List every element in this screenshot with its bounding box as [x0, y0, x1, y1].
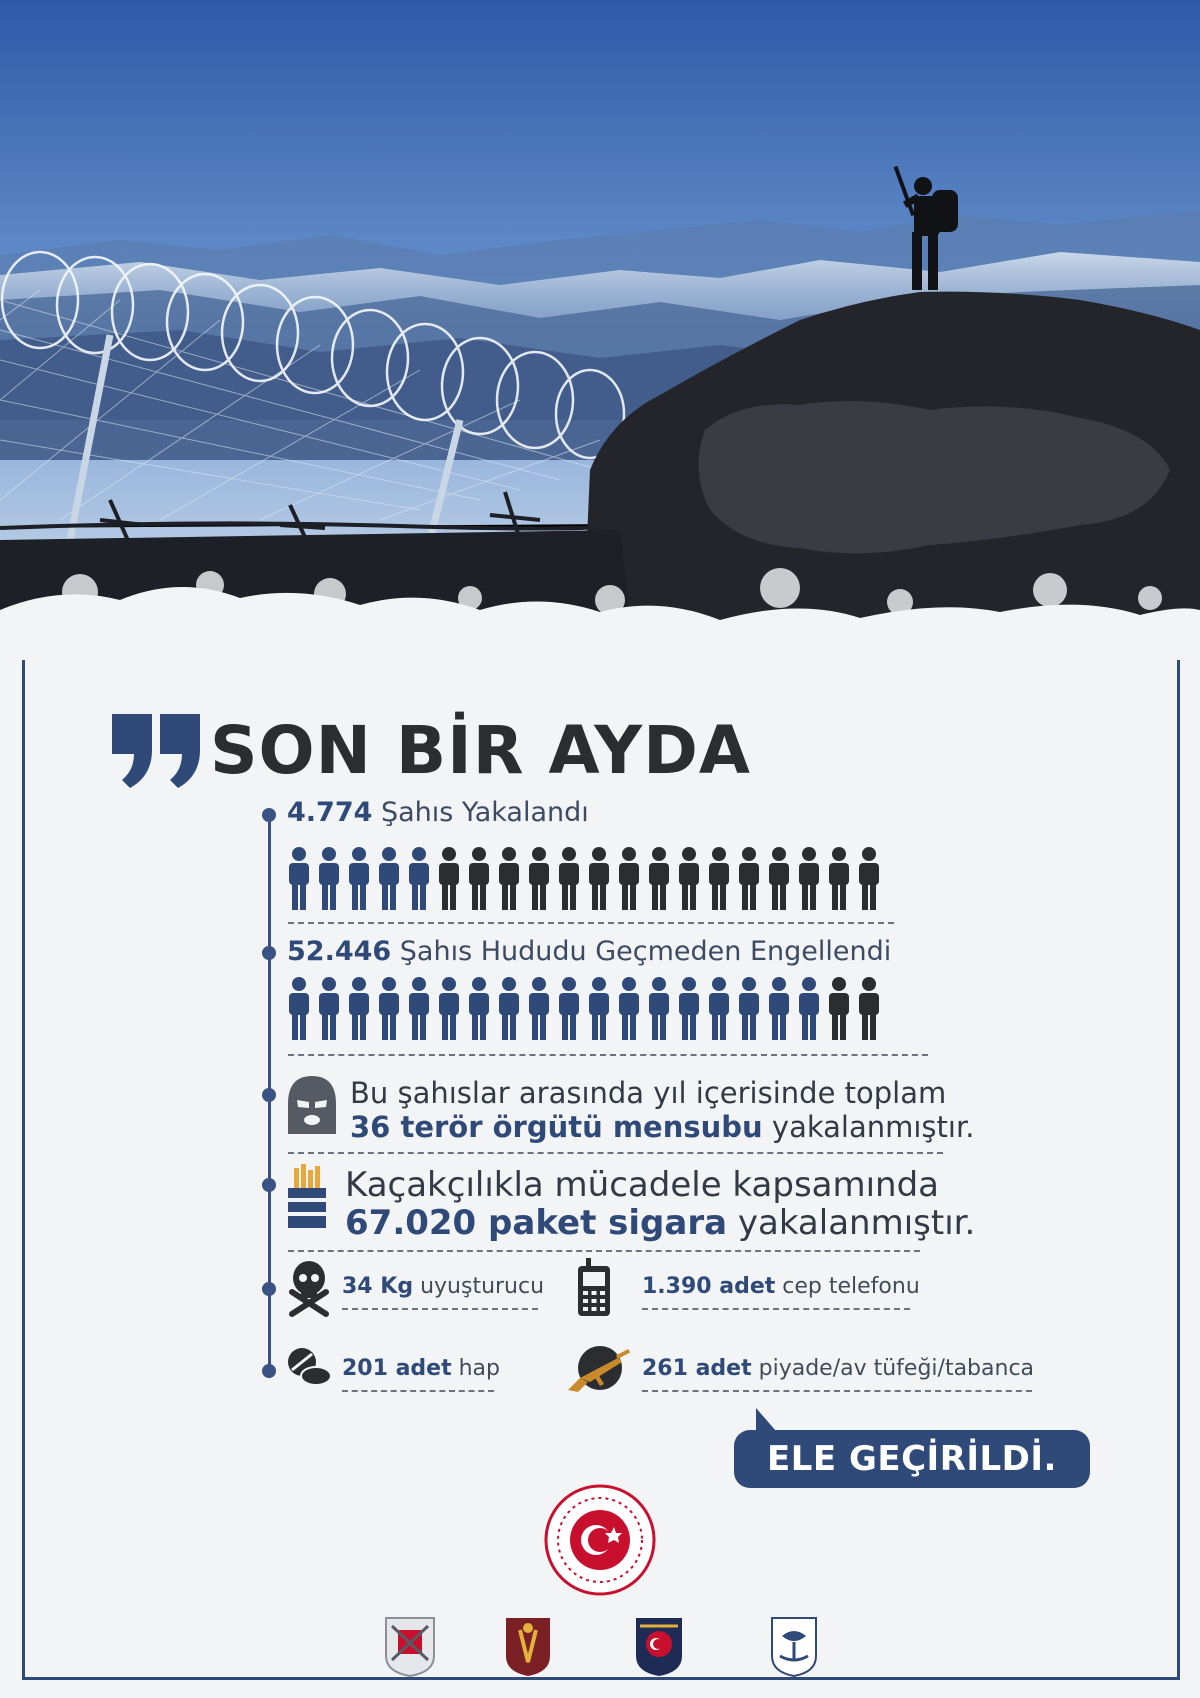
rifle-icon	[566, 1346, 630, 1394]
timeline-dot	[262, 1282, 276, 1296]
skull-crossbones-icon	[286, 1258, 332, 1318]
item-pills-text: hap	[451, 1356, 501, 1381]
divider	[288, 1054, 928, 1056]
coast-guard-emblem-icon	[770, 1616, 818, 1678]
person-icon	[829, 847, 849, 910]
balaclava-icon	[286, 1074, 338, 1136]
general-staff-emblem-icon	[384, 1616, 436, 1678]
stat-apprehended	[287, 797, 589, 828]
smuggling-statement	[345, 1166, 975, 1242]
person-icon	[589, 847, 609, 910]
timeline-dot	[262, 808, 276, 822]
person-icon	[469, 847, 489, 910]
people-row-apprehended	[286, 846, 936, 912]
divider	[288, 1152, 943, 1154]
person-icon	[559, 977, 579, 1040]
person-icon	[619, 977, 639, 1040]
timeline-dot	[262, 946, 276, 960]
people-row-blocked	[286, 976, 936, 1042]
person-icon	[469, 977, 489, 1040]
land-forces-emblem-icon	[504, 1616, 552, 1678]
item-weapons-text: piyade/av tüfeği/tabanca	[751, 1356, 1035, 1381]
person-icon	[829, 977, 849, 1040]
item-weapons	[642, 1356, 1034, 1381]
stat-apprehended-number: 4.774	[287, 797, 373, 828]
divider	[342, 1308, 538, 1310]
person-icon	[349, 977, 369, 1040]
stat-blocked	[287, 936, 891, 967]
person-icon	[679, 977, 699, 1040]
person-icon	[619, 847, 639, 910]
stat-apprehended-label: Şahıs Yakalandı	[372, 797, 589, 828]
person-icon	[379, 977, 399, 1040]
smuggling-line1: Kaçakçılıkla mücadele kapsamında	[345, 1165, 940, 1205]
person-icon	[859, 977, 879, 1040]
person-icon	[649, 847, 669, 910]
person-icon	[589, 977, 609, 1040]
smuggling-highlight: 67.020 paket sigara	[345, 1203, 728, 1243]
person-icon	[799, 977, 819, 1040]
person-icon	[319, 977, 339, 1040]
smuggling-line2	[345, 1204, 975, 1242]
person-icon	[379, 847, 399, 910]
item-weapons-bold: 261 adet	[642, 1356, 752, 1381]
ministry-seal-icon	[544, 1484, 656, 1596]
pills-icon	[286, 1346, 332, 1386]
person-icon	[289, 977, 309, 1040]
terror-line2	[350, 1110, 974, 1144]
divider	[288, 1250, 920, 1252]
person-icon	[499, 977, 519, 1040]
gendarmerie-emblem-icon	[634, 1616, 684, 1678]
item-drugs	[342, 1274, 544, 1299]
person-icon	[679, 847, 699, 910]
timeline-dot	[262, 1178, 276, 1192]
terror-statement	[350, 1076, 974, 1144]
item-phones	[642, 1274, 920, 1299]
divider	[342, 1390, 494, 1392]
cigarette-pack-icon	[286, 1164, 328, 1230]
person-icon	[499, 847, 519, 910]
terror-highlight: 36 terör örgütü mensubu	[350, 1110, 763, 1144]
person-icon	[799, 847, 819, 910]
person-icon	[409, 977, 429, 1040]
person-icon	[439, 847, 459, 910]
person-icon	[289, 847, 309, 910]
person-icon	[649, 977, 669, 1040]
item-drugs-bold: 34 Kg	[342, 1274, 414, 1299]
headline	[108, 700, 751, 800]
divider	[642, 1390, 1032, 1392]
item-phones-text: cep telefonu	[775, 1274, 920, 1299]
person-icon	[439, 977, 459, 1040]
item-pills	[342, 1356, 500, 1381]
person-icon	[559, 847, 579, 910]
person-icon	[709, 847, 729, 910]
timeline-dot	[262, 1364, 276, 1378]
person-icon	[529, 847, 549, 910]
divider	[642, 1308, 910, 1310]
item-phones-bold: 1.390 adet	[642, 1274, 776, 1299]
item-pills-bold: 201 adet	[342, 1356, 452, 1381]
person-icon	[409, 847, 429, 910]
person-icon	[739, 847, 759, 910]
seized-banner: ELE GEÇİRİLDİ.	[734, 1430, 1090, 1488]
item-drugs-text: uyuşturucu	[413, 1274, 545, 1299]
stat-blocked-label: Şahıs Hududu Geçmeden Engellendi	[391, 936, 892, 967]
quote-icon	[108, 710, 204, 790]
terror-rest: yakalanmıştır.	[762, 1110, 975, 1144]
person-icon	[319, 847, 339, 910]
person-icon	[709, 977, 729, 1040]
divider	[288, 922, 894, 924]
smuggling-rest: yakalanmıştır.	[727, 1203, 976, 1243]
hero-image	[0, 0, 1200, 700]
cell-phone-icon	[576, 1258, 612, 1318]
person-icon	[349, 847, 369, 910]
stat-blocked-number: 52.446	[287, 936, 392, 967]
person-icon	[859, 847, 879, 910]
person-icon	[739, 977, 759, 1040]
timeline-dot	[262, 1088, 276, 1102]
person-icon	[529, 977, 549, 1040]
headline-title: SON BİR AYDA	[210, 711, 751, 789]
terror-line1: Bu şahıslar arasında yıl içerisinde toplam	[350, 1076, 947, 1110]
person-icon	[769, 847, 789, 910]
person-icon	[769, 977, 789, 1040]
